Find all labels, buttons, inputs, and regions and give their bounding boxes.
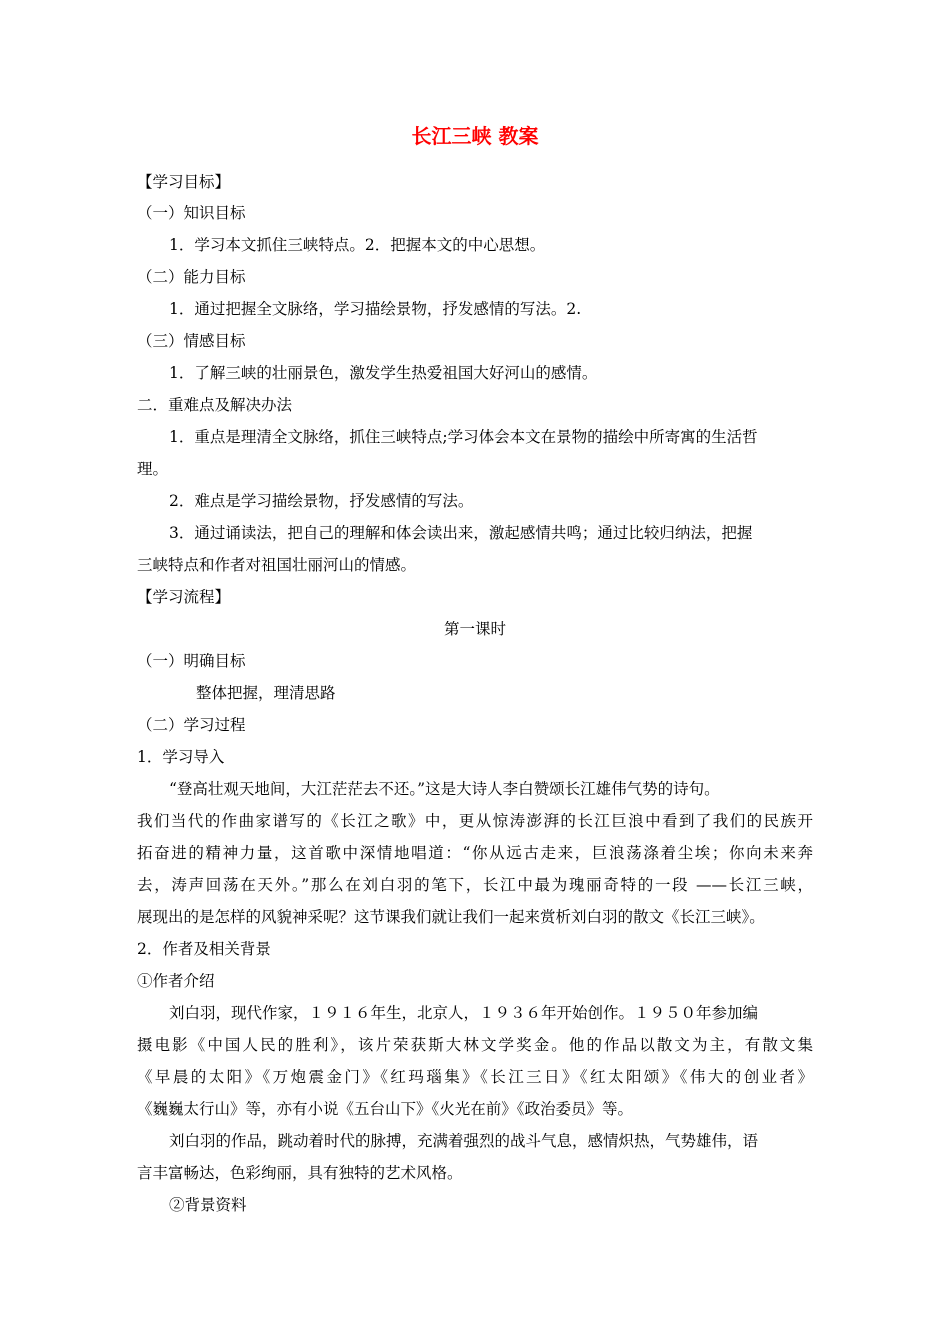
- section-heading-learning-goals: 【学习目标】: [137, 173, 231, 191]
- paragraph-knowledge-goals: 1．学习本文抓住三峡特点。2．把握本文的中心思想。: [169, 236, 546, 254]
- lesson-period-heading: 第一课时: [443, 620, 506, 638]
- paragraph-style-line-2: 言丰富畅达，色彩绚丽，具有独特的艺术风格。: [137, 1164, 463, 1182]
- section-heading-learning-process: 【学习流程】: [137, 588, 231, 606]
- subheading-emotion-goals: （三）情感目标: [137, 332, 246, 350]
- paragraph-intro-line-3: 拓奋进的精神力量，这首歌中深情地唱道：“你从远古走来，巨浪荡涤着尘埃；你向未来奔: [137, 844, 813, 862]
- subitem-background-material: ②背景资料: [169, 1196, 247, 1214]
- paragraph-author-line-1: 刘白羽，现代作家，１９１６年生，北京人，１９３６年开始创作。１９５０年参加编: [169, 1004, 759, 1022]
- item-introduction: 1．学习导入: [137, 748, 225, 766]
- paragraph-author-line-2: 摄电影《中国人民的胜利》，该片荣获斯大林文学奖金。他的作品以散文为主，有散文集: [137, 1036, 813, 1054]
- paragraph-key-point-2: 2．难点是学习描绘景物，抒发感情的写法。: [169, 492, 474, 510]
- subitem-author-intro: ①作者介绍: [137, 972, 215, 990]
- paragraph-intro-line-2: 我们当代的作曲家谱写的《长江之歌》中，更从惊涛澎湃的长江巨浪中看到了我们的民族开: [137, 812, 813, 830]
- paragraph-author-line-4: 《巍巍太行山》等，亦有小说《五台山下》《火光在前》《政治委员》等。: [137, 1100, 634, 1118]
- subheading-knowledge-goals: （一）知识目标: [137, 204, 246, 222]
- subheading-ability-goals: （二）能力目标: [137, 268, 246, 286]
- subheading-clear-goals: （一）明确目标: [137, 652, 246, 670]
- paragraph-intro-line-4: 去，涛声回荡在天外。”那么在刘白羽的笔下，长江中最为瑰丽奇特的一段 ——长江三峡，: [137, 876, 813, 894]
- paragraph-intro-line-1: “登高壮观天地间，大江茫茫去不还。”这是大诗人李白赞颂长江雄伟气势的诗句。: [169, 780, 720, 798]
- paragraph-intro-line-5: 展现出的是怎样的风貌神采呢？这节课我们就让我们一起来赏析刘白羽的散文《长江三峡》。: [137, 908, 765, 926]
- paragraph-key-point-1: 1．重点是理清全文脉络，抓住三峡特点;学习体会本文在景物的描绘中所寄寓的生活哲: [169, 428, 758, 446]
- paragraph-ability-goals: 1．通过把握全文脉络，学习描绘景物，抒发感情的写法。2.: [169, 300, 582, 318]
- document-title: 长江三峡 教案: [411, 124, 539, 148]
- subheading-learning-process: （二）学习过程: [137, 716, 246, 734]
- item-author-background: 2．作者及相关背景: [137, 940, 271, 958]
- paragraph-style-line-1: 刘白羽的作品，跳动着时代的脉搏，充满着强烈的战斗气息，感情炽热，气势雄伟，语: [169, 1132, 759, 1150]
- paragraph-author-line-3: 《早晨的太阳》《万炮震金门》《红玛瑙集》《长江三日》《红太阳颂》《伟大的创业者》: [137, 1068, 813, 1086]
- paragraph-emotion-goals: 1．了解三峡的壮丽景色，激发学生热爱祖国大好河山的感情。: [169, 364, 598, 382]
- paragraph-clear-goals: 整体把握，理清思路: [196, 684, 336, 702]
- paragraph-key-point-3-cont: 三峡特点和作者对祖国壮丽河山的情感。: [137, 556, 417, 574]
- heading-key-points: 二．重难点及解决办法: [137, 396, 293, 414]
- paragraph-key-point-3: 3．通过诵读法，把自己的理解和体会读出来，激起感情共鸣；通过比较归纳法，把握: [169, 524, 753, 542]
- paragraph-key-point-1-cont: 理。: [137, 460, 169, 478]
